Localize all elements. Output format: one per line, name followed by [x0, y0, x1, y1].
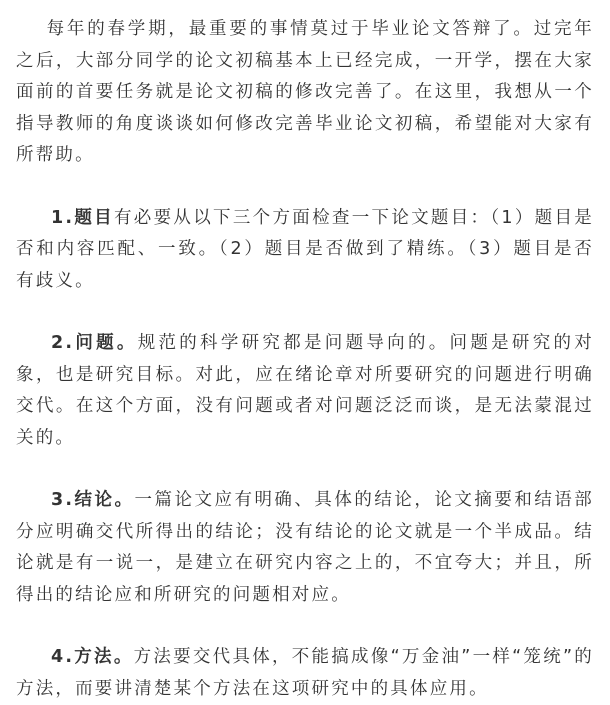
intro-paragraph: 每年的春学期，最重要的事情莫过于毕业论文答辩了。过完年之后，大部分同学的论文初稿基本上已经完成，一开学，摆在大家面前的首要任务就是论文初稿的修改完善了。在这里，我想从一个指导教师的角度谈谈如何修改完善毕业论文初稿，希望能对大家有所帮助。 [16, 19, 594, 165]
section-heading-title: 1.题目 [51, 207, 114, 228]
section-body-title: 有必要从以下三个方面检查一下论文题目：（1）题目是否和内容匹配、一致。（2）题目是否做到了精练。（3）题目是否有歧义。 [16, 207, 595, 291]
section-conclusion-paragraph [16, 485, 594, 611]
section-heading-conclusion: 3.结论。 [51, 490, 135, 510]
section-heading-method: 4.方法。 [51, 647, 134, 667]
section-problem-paragraph [16, 328, 594, 454]
section-heading-problem: 2.问题。 [51, 333, 138, 353]
section-title-paragraph [16, 203, 594, 298]
section-body-method: 方法要交代具体，不能搞成像“万金油”一样“笼统”的方法，而要讲清楚某个方法在这项研究中的具体应用。 [16, 647, 595, 699]
section-method-paragraph [16, 642, 594, 705]
section-body-problem: 规范的科学研究都是问题导向的。问题是研究的对象，也是研究目标。对此，应在绪论章对所要研究的问题进行明确交代。在这个方面，没有问题或者对问题泛泛而谈，是无法蒙混过关的。 [16, 333, 594, 448]
section-body-conclusion: 一篇论文应有明确、具体的结论，论文摘要和结语部分应明确交代所得出的结论；没有结论的论文就是一个半成品。结论就是有一说一，是建立在研究内容之上的，不宜夸大；并且，所得出的结论应和所研究的问题相对应。 [16, 490, 594, 605]
